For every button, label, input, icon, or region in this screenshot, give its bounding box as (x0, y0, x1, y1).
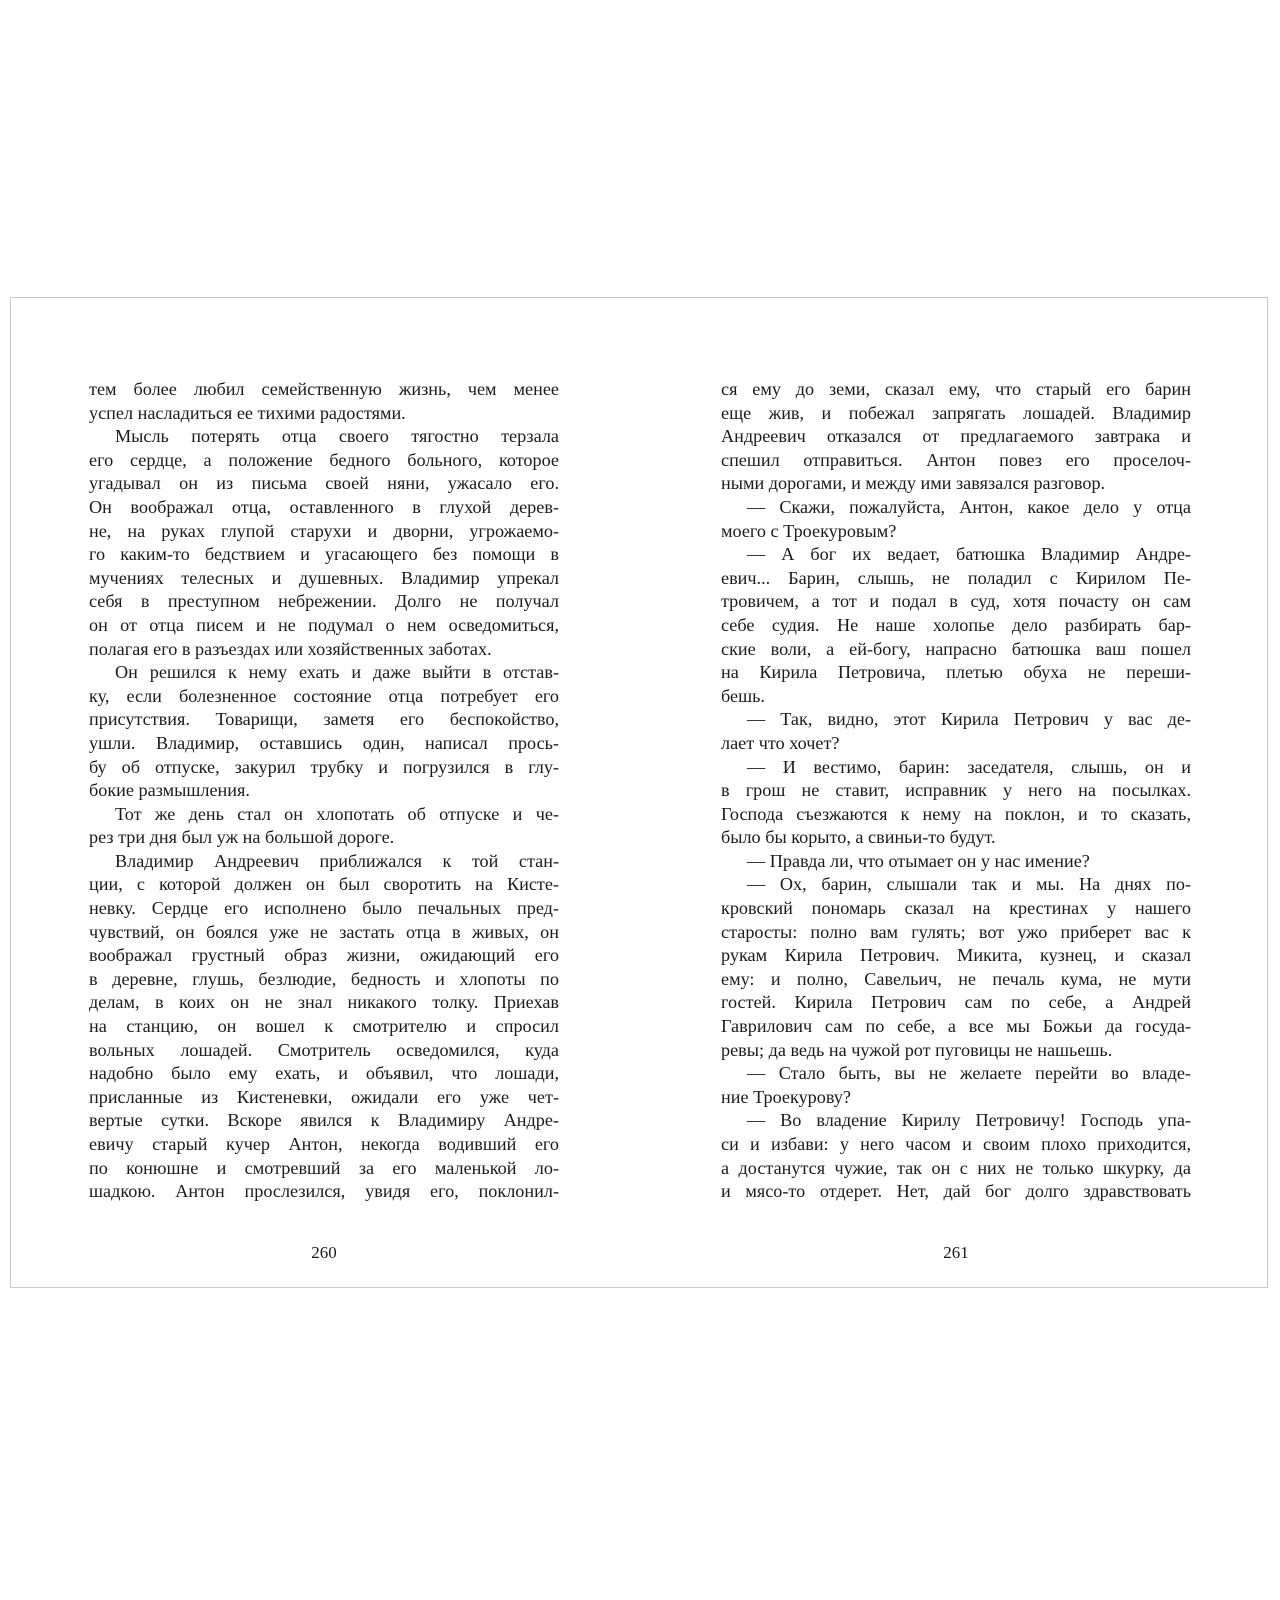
text-line: еще жив, и побежал запрягать лошадей. Владимир (721, 402, 1191, 423)
text-line: угадывал он из письма своей няни, ужасало его. (89, 473, 559, 494)
text-line: бу об отпуске, закурил трубку и погрузился в глу- (89, 756, 559, 777)
text-line: Андреевич отказался от предлагаемого завтрака и (721, 426, 1191, 447)
text-line: — И вестимо, барин: заседателя, слышь, он и (747, 756, 1191, 777)
text-line: вертые сутки. Вскоре явился к Владимиру Андре- (89, 1110, 559, 1131)
text-line: себя в преступном небрежении. Долго не получал (89, 591, 559, 612)
text-line: — Стало быть, вы не желаете перейти во владе- (747, 1063, 1191, 1084)
text-line: ными дорогами, и между ими завязался разговор. (721, 473, 1106, 494)
text-line: — Так, видно, этот Кирила Петрович у вас де- (747, 709, 1191, 730)
text-line: бешь. (721, 685, 765, 706)
text-line: на станцию, он вошел к смотрителю и спросил (89, 1016, 559, 1037)
text-line: ние Троекурову? (721, 1086, 851, 1107)
text-line: — Правда ли, что отымает он у нас имение? (747, 850, 1090, 871)
text-line: кровский пономарь сказал на крестинах у нашего (721, 898, 1191, 919)
right-page-text (721, 378, 1191, 1204)
text-line: по конюшне и смотревший за его маленькой ло- (89, 1157, 559, 1178)
text-line: евичу старый кучер Антон, некогда водивший его (89, 1134, 559, 1154)
text-line: моего с Троекуровым? (721, 520, 897, 541)
text-line: — А бог их ведает, батюшка Владимир Андре- (747, 544, 1191, 565)
text-line: присланные из Кистеневки, ожидали его уже чет- (89, 1086, 559, 1107)
text-line: Он решился к нему ехать и даже выйти в отстав- (115, 662, 559, 683)
text-line: Владимир Андреевич приближался к той стан- (115, 850, 559, 871)
text-line: делам, в коих он не знал никакого толку. Приехав (89, 992, 559, 1013)
text-line: — Во владение Кирилу Петровичу! Господь упа- (747, 1110, 1191, 1131)
text-line: невку. Сердце его исполнено было печальных пред- (89, 898, 559, 919)
text-line: на Кирила Петровича, плетью обуха не переши- (721, 662, 1191, 683)
text-line: ревы; да ведь на чужой рот пуговицы не нашьешь. (721, 1039, 1113, 1060)
page-number-left: 260 (311, 1243, 337, 1262)
left-page-text (89, 378, 559, 1204)
text-line: чувствий, он боялся уже не застать отца в живых, он (89, 921, 559, 942)
text-line: и мясо-то отдерет. Нет, дай бог долго здравствовать (721, 1181, 1191, 1202)
text-line: успел насладиться ее тихими радостями. (89, 402, 406, 423)
text-line: полагая его в разъездах или хозяйственных заботах. (89, 638, 492, 659)
text-line: го каким-то бедствием и угасающего без помощи в (89, 544, 559, 565)
text-line: мучениях телесных и душевных. Владимир упрекал (89, 567, 559, 588)
text-line: Мысль потерять отца своего тягостно терзала (115, 426, 559, 447)
text-line: лает что хочет? (721, 732, 840, 753)
text-line: шадкою. Антон прослезился, увидя его, поклонил- (89, 1181, 559, 1202)
text-line: в грош не ставит, исправник у него на посылках. (721, 780, 1191, 801)
text-line: Тот же день стал он хлопотать об отпуске и че- (115, 803, 559, 824)
text-line: тем более любил семейственную жизнь, чем менее (89, 379, 559, 399)
text-line: бокие размышления. (89, 780, 250, 801)
book-spread (10, 297, 1268, 1288)
text-line: — Ох, барин, слышали так и мы. На днях по- (747, 874, 1191, 895)
text-line: а достанутся чужие, так он с них не только шкурку, да (721, 1157, 1191, 1178)
text-line: ку, если болезненное состояние отца потребует его (89, 685, 559, 706)
text-line: надобно было ему ехать, и объявил, что лошади, (89, 1063, 559, 1084)
text-line: он от отца писем и не подумал о нем осведомиться, (89, 614, 559, 635)
text-line: спешил отправиться. Антон повез его проселоч- (721, 449, 1191, 470)
text-line: гостей. Кирила Петрович сам по себе, а Андрей (721, 992, 1191, 1013)
text-line: си и избави: у него часом и своим плохо приходится, (721, 1134, 1191, 1154)
text-line: тровичем, а тот и подал в суд, хотя почасту он сам (721, 591, 1191, 612)
text-line: ся ему до земи, сказал ему, что старый его барин (721, 379, 1191, 399)
text-line: ские воли, а ей-богу, напрасно батюшка ваш пошел (721, 638, 1191, 659)
text-line: себе судия. Не наше холопье дело разбирать бар- (721, 614, 1191, 635)
text-line: рез три дня был уж на большой дороге. (89, 827, 395, 848)
text-line: старосты: полно вам гулять; вот ужо приберет вас к (721, 921, 1191, 942)
text-line: ции, с которой должен он был своротить на Кисте- (89, 874, 559, 895)
text-line: его сердце, а положение бедного больного, которое (89, 449, 559, 470)
text-line: в деревне, глушь, безлюдие, бедность и хлопоты по (89, 968, 559, 989)
page-number-right: 261 (943, 1243, 969, 1262)
text-line: рукам Кирила Петрович. Микита, кузнец, и сказал (721, 945, 1191, 966)
text-line: ему: и полно, Савельич, не печаль кума, не мути (721, 968, 1191, 989)
text-line: Он воображал отца, оставленного в глухой дерев- (89, 496, 559, 517)
text-line: не, на руках глупой старухи и дворни, угрожаемо- (89, 520, 559, 541)
text-line: было бы корыто, а свиньи-то будут. (721, 827, 996, 848)
text-line: ушли. Владимир, оставшись один, написал прось- (89, 732, 559, 753)
text-line: Гаврилович сам по себе, а все мы Божьи да госуда- (721, 1016, 1191, 1037)
text-line: воображал грустный образ жизни, ожидающий его (89, 945, 559, 966)
text-line: присутствия. Товарищи, заметя его беспокойство, (89, 709, 559, 730)
text-line: — Скажи, пожалуйста, Антон, какое дело у отца (747, 496, 1191, 517)
text-line: евич... Барин, слышь, не поладил с Кирилом Пе- (721, 567, 1191, 588)
text-line: Господа съезжаются к нему на поклон, и то сказать, (721, 803, 1191, 824)
text-line: вольных лошадей. Смотритель осведомился, куда (89, 1039, 559, 1060)
